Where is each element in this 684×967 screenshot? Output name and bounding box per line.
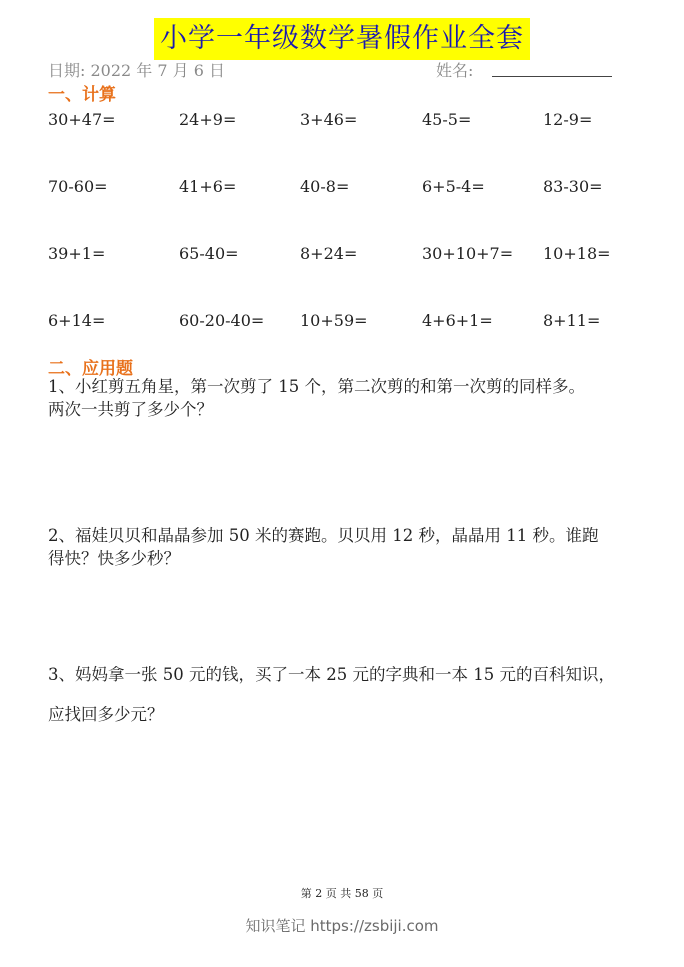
word-problem-1 — [48, 375, 648, 421]
calc-problem: 60-20-40= — [179, 311, 265, 330]
name-label: 姓名: — [436, 61, 474, 80]
calc-problem: 40-8= — [300, 177, 350, 196]
calc-problem: 8+24= — [300, 244, 358, 263]
date-label: 日期: 2022 年 7 月 6 日 — [48, 61, 225, 80]
word-problem-3 — [48, 663, 648, 726]
calc-problem: 39+1= — [48, 244, 106, 263]
calc-problem: 65-40= — [179, 244, 239, 263]
calc-problem: 12-9= — [543, 110, 593, 129]
question-line: 2、福娃贝贝和晶晶参加 50 米的赛跑。贝贝用 12 秒，晶晶用 11 秒。谁跑 — [48, 526, 599, 545]
word-problem-2 — [48, 524, 648, 570]
calc-problem: 3+46= — [300, 110, 358, 129]
calc-problem: 70-60= — [48, 177, 108, 196]
calc-problem: 4+6+1= — [422, 311, 493, 330]
page-number: 第 2 页 共 58 页 — [300, 887, 384, 900]
calc-problem: 10+59= — [300, 311, 368, 330]
question-line: 两次一共剪了多少个？ — [48, 400, 213, 419]
section-heading-calculation: 一、计算 — [48, 85, 116, 105]
watermark-site: 知识笔记 https://zsbiji.com — [245, 917, 439, 935]
question-line: 得快？快多少秒？ — [48, 549, 180, 568]
calc-problem: 83-30= — [543, 177, 603, 196]
calc-problem: 8+11= — [543, 311, 601, 330]
question-line: 1、小红剪五角星，第一次剪了 15 个，第二次剪的和第一次剪的同样多。 — [48, 377, 585, 396]
calculation-grid — [48, 110, 648, 378]
calc-problem: 41+6= — [179, 177, 237, 196]
name-blank-line — [492, 76, 612, 77]
calc-problem: 6+5-4= — [422, 177, 485, 196]
question-line: 应找回多少元？ — [48, 705, 164, 724]
calc-problem: 24+9= — [179, 110, 237, 129]
calc-row — [48, 110, 648, 177]
calc-problem: 30+47= — [48, 110, 116, 129]
question-line: 3、妈妈拿一张 50 元的钱，买了一本 25 元的字典和一本 15 元的百科知识， — [48, 665, 615, 684]
page-title: 小学一年级数学暑假作业全套 — [154, 18, 530, 60]
calc-problem: 6+14= — [48, 311, 106, 330]
calc-row — [48, 311, 648, 378]
calc-problem: 45-5= — [422, 110, 472, 129]
calc-problem: 10+18= — [543, 244, 611, 263]
calc-row — [48, 244, 648, 311]
section-heading-word-problems: 二、应用题 — [48, 359, 133, 379]
title-container — [0, 18, 684, 60]
calc-problem: 30+10+7= — [422, 244, 514, 263]
calc-row — [48, 177, 648, 244]
